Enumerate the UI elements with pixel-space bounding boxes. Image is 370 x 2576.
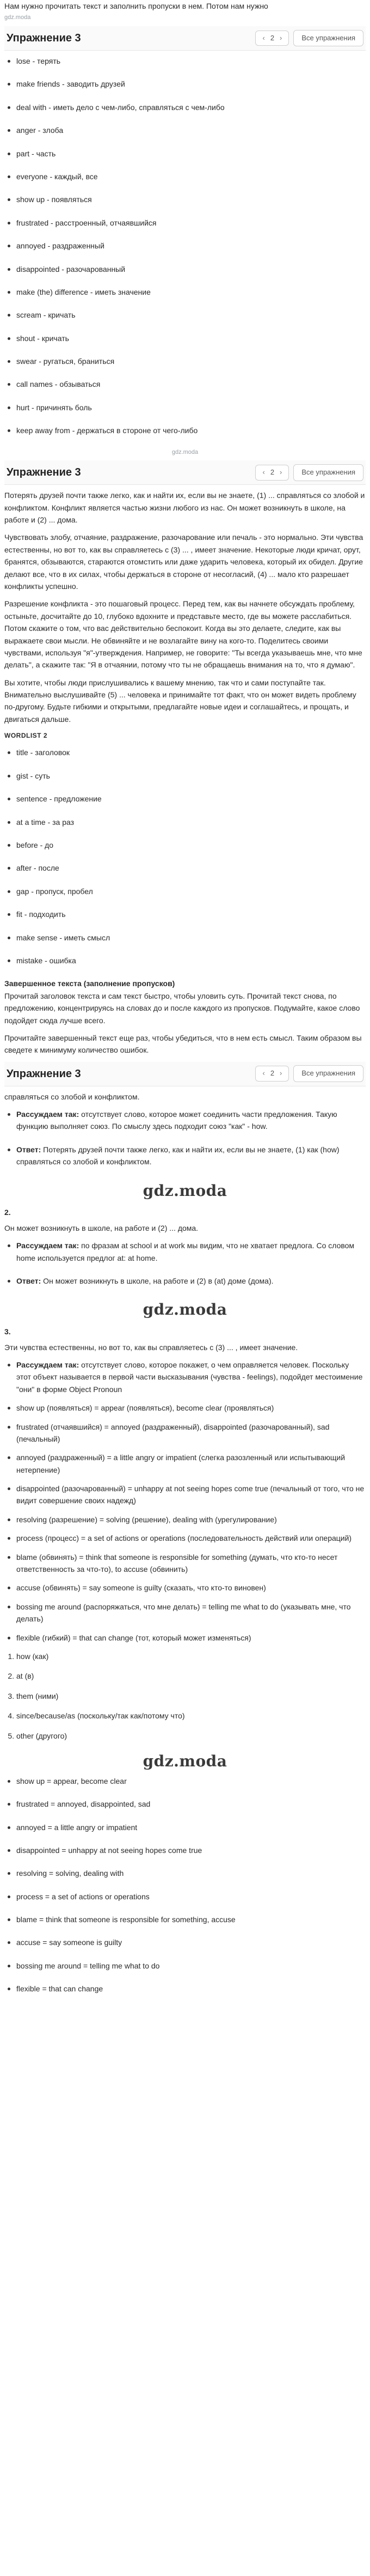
prev-arrow-icon[interactable]: ‹: [262, 1069, 265, 1078]
text-paragraph: Потерять друзей почти также легко, как и найти их, если вы не знаете, (1) ... справляться со злобой и конфликтом. Конфликт является частью жизни любого из нас. Он может возникнуть в школе, на работе и (2) ... дома.: [4, 491, 365, 524]
vocab-list: [4, 55, 366, 437]
list-item: make sense - иметь смысл: [4, 932, 366, 944]
wordlist: [4, 746, 366, 967]
list-item: everyone - каждый, все: [4, 171, 366, 183]
exercise-tools: [255, 464, 363, 481]
text-paragraph: Разрешение конфликта - это пошаговый процесс. Перед тем, как вы начнете обсуждать проблему, остыньте, досчитайте до 10, глубоко вдохните и представьте место, где вы можете расслабиться. Потом скажите о том, что вас действительно беспокоит. Когда вы это делаете, следите, как вы выражаете свои мысли. Не обвиняйте и не возлагайте вину на кого-то. Поделитесь своими чувствами, используя "я"-утверждения. Например, не говорите: "Ты всегда указываешь мне, что мне делать", а скажите так: "Я в отчаянии, потому что ты не обращаешь внимания на то, что я думаю".: [4, 599, 362, 670]
answer-item: 3. them (ними): [16, 1690, 366, 1702]
exercise-title: Упражнение 3: [7, 466, 81, 479]
pager-page: 2: [270, 1069, 275, 1078]
watermark-small: gdz.moda: [4, 14, 31, 21]
exercise-header: [4, 1062, 366, 1086]
next-arrow-icon[interactable]: ›: [280, 33, 282, 42]
solution-item: [4, 1359, 366, 1395]
list-item: fit - подходить: [4, 908, 366, 920]
solution-text: по фразам at school и at work мы видим, что не хватает предлога. Со словом home используется предлог at: at home.: [16, 1241, 355, 1262]
definitions-list: [4, 1775, 366, 1995]
solution-item: show up (появляться) = appear (появляться), become clear (проявляться): [4, 1402, 366, 1414]
pager-page: 2: [270, 467, 275, 476]
answers-list: [4, 1650, 366, 1742]
next-arrow-icon[interactable]: ›: [280, 467, 282, 476]
solution-item: flexible (гибкий) = that can change (тот, который может изменяться): [4, 1632, 366, 1644]
solution-lead: Он может возникнуть в школе, на работе и (2) ... дома.: [4, 1223, 199, 1232]
prev-arrow-icon[interactable]: ‹: [262, 33, 265, 42]
exercise-header: [4, 26, 366, 51]
pager-page: 2: [270, 33, 275, 42]
list-item: make friends - заводить друзей: [4, 78, 366, 90]
solution-item: bossing me around (распоряжаться, что мне делать) = telling me what to do (указывать мне, что делать): [4, 1601, 366, 1625]
all-exercises-button[interactable]: Все упражнения: [293, 1065, 363, 1082]
definition-item: frustrated = annoyed, disappointed, sad: [4, 1798, 366, 1810]
answer-item: 5. other (другого): [16, 1730, 366, 1742]
text-paragraph: Вы хотите, чтобы люди прислушивались к вашему мнению, так что и сами поступайте так. Внимательно выслушивайте (5) ... человека и принимайте тот факт, что он может видеть проблему по-другому. Будьте гибкими и открытыми, предлагайте новые идеи и соглашайтесь, и прощать, и двигаться дальше.: [4, 678, 356, 724]
list-item: gap - пропуск, пробел: [4, 885, 366, 897]
solution-text: отсутствует слово, которое может соединить части предложения. Такую функцию выполняет союз. По смыслу здесь подходит союз "как" - how.: [16, 1110, 337, 1131]
list-item: hurt - причинять боль: [4, 402, 366, 414]
solution-list: [4, 1108, 366, 1168]
definition-item: annoyed = a little angry or impatient: [4, 1821, 366, 1833]
solution-item: resolving (разрешение) = solving (решение), dealing with (урегулирование): [4, 1514, 366, 1526]
solution-item: blame (обвинять) = think that someone is responsible for something (думать, что кто-то несет ответственность за что-то), to accuse (обвинить): [4, 1551, 366, 1576]
list-item: sentence - предложение: [4, 793, 366, 805]
solution-list: [4, 1359, 366, 1644]
exercise-pager: [255, 1066, 289, 1082]
solution-item: process (процесс) = a set of actions or operations (последовательность действий или операций): [4, 1532, 366, 1544]
definition-item: disappointed = unhappy at not seeing hopes come true: [4, 1844, 366, 1856]
intro-text: Нам нужно прочитать текст и заполнить пропуски в нем. Потом нам нужно: [4, 2, 268, 10]
list-item: before - до: [4, 839, 366, 851]
list-item: show up - появляться: [4, 193, 366, 205]
solution-lead: справляться со злобой и конфликтом.: [4, 1092, 140, 1101]
list-item: call names - обзываться: [4, 378, 366, 390]
completed-paragraph: Прочитайте завершенный текст еще раз, чтобы убедиться, что в нем есть смысл. Таким образом вы сведете к минимуму количество ошибок.: [4, 1033, 362, 1055]
exercise-title: Упражнение 3: [7, 1067, 81, 1080]
prev-arrow-icon[interactable]: ‹: [262, 467, 265, 476]
list-item: shout - кричать: [4, 332, 366, 344]
solution-list: [4, 1240, 366, 1287]
list-item: gist - суть: [4, 770, 366, 782]
solution-lead: Эти чувства естественны, но вот то, как вы справляетесь с (3) ... , имеет значение.: [4, 1342, 298, 1352]
solution-item: accuse (обвинять) = say someone is guilty (сказать, что кто-то виновен): [4, 1582, 366, 1594]
list-item: disappointed - разочарованный: [4, 263, 366, 275]
gdz-logo: gdz.moda: [143, 1752, 227, 1770]
wordlist-title: WORDLIST 2: [4, 732, 47, 740]
exercise-tools: [255, 1065, 363, 1082]
watermark-small: gdz.moda: [171, 448, 199, 455]
exercise-title: Упражнение 3: [7, 32, 81, 44]
list-item: lose - терять: [4, 55, 366, 67]
list-item: annoyed - раздраженный: [4, 240, 366, 252]
definition-item: bossing me around = telling me what to do: [4, 1960, 366, 1972]
completed-paragraph: Прочитай заголовок текста и сам текст быстро, чтобы уловить суть. Прочитай текст снова, по предложению, концентрируясь на словах до и после каждого из пропусков. Подумайте, какое слово подойдет сюда лучше всего.: [4, 991, 360, 1025]
solution-text: Он может возникнуть в школе, на работе и (2) в (at) доме (дома).: [41, 1277, 274, 1285]
definition-item: show up = appear, become clear: [4, 1775, 366, 1787]
solution-item: annoyed (раздраженный) = a little angry or impatient (слегка разозленный или испытывающий нетерпение): [4, 1451, 366, 1476]
all-exercises-button[interactable]: Все упражнения: [293, 464, 363, 481]
watermark-big: [4, 1749, 366, 1774]
list-item: at a time - за раз: [4, 816, 366, 828]
definition-item: resolving = solving, dealing with: [4, 1867, 366, 1879]
exercise-pager: [255, 465, 289, 481]
next-arrow-icon[interactable]: ›: [280, 1069, 282, 1078]
exercise-tools: [255, 30, 363, 47]
list-item: keep away from - держаться в стороне от чего-либо: [4, 424, 366, 436]
solution-item: disappointed (разочарованный) = unhappy at not seeing hopes come true (печальный от того, что не видит совершение своих надежд): [4, 1483, 366, 1507]
text-paragraph: Чувствовать злобу, отчаяние, раздражение, разочарование или печаль - это нормально. Эти чувства естественны, но вот то, как вы справляетесь с (3) ... , имеет значение. Некоторые люди кричат, орут, бранятся, обзываются, стараются отомстить или даже ударить человека, который их обидел. Другие делают все, что в их силах, чтобы держаться в стороне от несогласий, (4) ... мало кто разрешает конфликты успешно.: [4, 533, 363, 591]
solution-label: Рассуждаем так:: [16, 1110, 79, 1119]
list-item: scream - кричать: [4, 309, 366, 321]
exercise-pager: [255, 31, 289, 46]
solution-number: 2.: [4, 1208, 11, 1217]
list-item: title - заголовок: [4, 746, 366, 758]
definition-item: accuse = say someone is guilty: [4, 1936, 366, 1948]
list-item: frustrated - расстроенный, отчаявшийся: [4, 217, 366, 229]
solution-label: Рассуждаем так:: [16, 1360, 79, 1369]
solution-item: [4, 1275, 366, 1287]
solution-label: Ответ:: [16, 1145, 41, 1154]
solution-item: frustrated (отчаявшийся) = annoyed (раздраженный), disappointed (разочарованный), sad (печальный): [4, 1421, 366, 1445]
solution-text: отсутствует слово, которое покажет, о чем оправляется человек. Поскольку этот объект называется в первой части высказывания (чувства - feelings), подойдет местоимение "они" в форме Object Pronoun: [16, 1360, 363, 1394]
solution-number: 3.: [4, 1327, 11, 1336]
solution-label: Рассуждаем так:: [16, 1241, 79, 1250]
answer-item: 4. since/because/as (поскольку/так как/потому что): [16, 1710, 366, 1722]
solution-text: Потерять друзей почти также легко, как и найти их, если вы не знаете, (1) как (how) справляться со злобой и конфликтом.: [16, 1145, 340, 1167]
list-item: make (the) difference - иметь значение: [4, 286, 366, 298]
list-item: swear - ругаться, браниться: [4, 355, 366, 367]
definition-item: flexible = that can change: [4, 1983, 366, 1995]
definition-item: blame = think that someone is responsible for something, accuse: [4, 1913, 366, 1925]
list-item: part - часть: [4, 148, 366, 160]
exercise-header: [4, 460, 366, 485]
list-item: deal with - иметь дело с чем-либо, справляться с чем-либо: [4, 101, 366, 113]
definition-item: process = a set of actions or operations: [4, 1891, 366, 1903]
solution-label: Ответ:: [16, 1277, 41, 1285]
gdz-logo: gdz.moda: [143, 1181, 227, 1200]
solution-item: [4, 1144, 366, 1168]
gdz-logo: gdz.moda: [143, 1301, 227, 1319]
all-exercises-button[interactable]: Все упражнения: [293, 30, 363, 47]
answer-item: 2. at (в): [16, 1670, 366, 1682]
solution-item: [4, 1240, 366, 1264]
solution-item: [4, 1108, 366, 1133]
completed-title: Завершенное текста (заполнение пропусков): [4, 979, 175, 988]
watermark-big: [4, 1179, 366, 1204]
list-item: after - после: [4, 862, 366, 874]
list-item: anger - злоба: [4, 124, 366, 136]
watermark-big: [4, 1298, 366, 1322]
list-item: mistake - ошибка: [4, 955, 366, 967]
answer-item: 1. how (как): [16, 1650, 366, 1662]
